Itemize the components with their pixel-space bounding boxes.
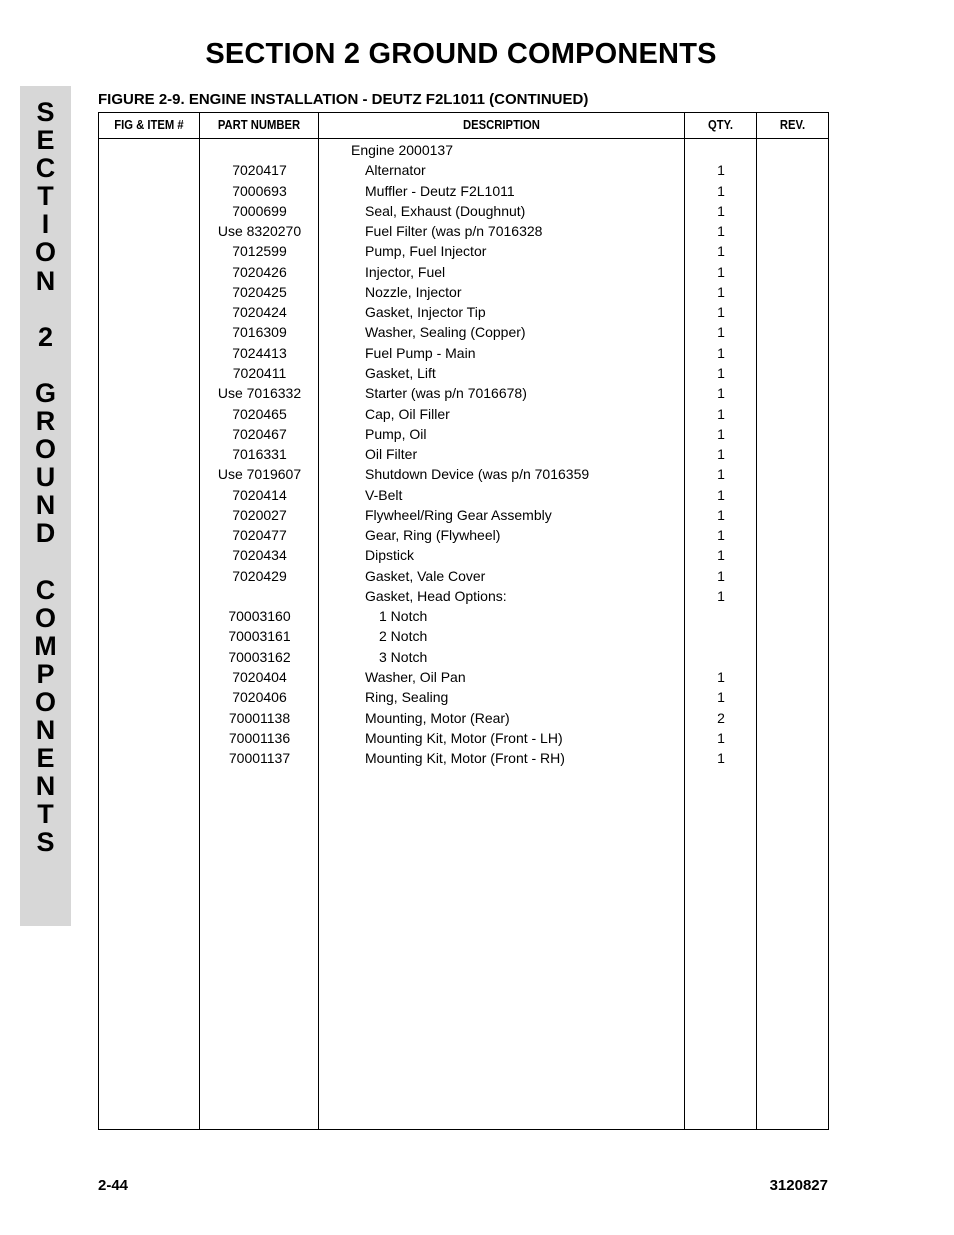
description-cell: Pump, Oil <box>365 425 427 442</box>
description-cell: Oil Filter <box>365 446 418 463</box>
side-tab-letter: N <box>35 265 56 296</box>
part-number-cell: 7016309 <box>232 324 287 341</box>
part-number-cell: 7020027 <box>232 506 287 523</box>
side-tab-letter: T <box>37 181 54 212</box>
qty-cell: 1 <box>717 587 725 604</box>
header-fig-item: FIG & ITEM # <box>114 118 184 132</box>
description-cell: Gasket, Injector Tip <box>365 304 486 321</box>
qty-cell: 1 <box>717 243 725 260</box>
description-cell: Muffler - Deutz F2L1011 <box>365 182 515 199</box>
table-row <box>99 241 828 261</box>
table-row <box>99 201 828 221</box>
qty-cell: 1 <box>717 223 725 240</box>
side-tab-letter: M <box>34 630 57 661</box>
qty-cell: 1 <box>717 263 725 280</box>
table-row <box>99 626 828 646</box>
part-number-cell: 70003160 <box>228 608 291 625</box>
side-tab-letter: N <box>35 771 56 802</box>
qty-cell: 1 <box>717 506 725 523</box>
header-divider <box>99 138 828 139</box>
description-cell: Fuel Filter (was p/n 7016328 <box>365 223 543 240</box>
table-row <box>99 221 828 241</box>
table-row <box>99 667 828 687</box>
header-rev: REV. <box>779 118 806 132</box>
part-number-cell: 7020406 <box>232 689 287 706</box>
part-number-cell: 7020426 <box>232 263 287 280</box>
table-row <box>99 282 828 302</box>
part-number-cell: 7024413 <box>232 344 287 361</box>
description-cell: 1 Notch <box>379 608 428 625</box>
header-description: DESCRIPTION <box>463 118 540 132</box>
qty-cell: 1 <box>717 446 725 463</box>
qty-cell: 1 <box>717 385 725 402</box>
document-number: 3120827 <box>769 1177 828 1194</box>
qty-cell: 1 <box>717 669 725 686</box>
side-tab-letter: D <box>35 518 56 549</box>
side-tab-letter: E <box>36 743 55 774</box>
table-row <box>99 728 828 748</box>
description-cell: Nozzle, Injector <box>365 283 462 300</box>
qty-cell: 1 <box>717 162 725 179</box>
table-row <box>99 647 828 667</box>
qty-cell: 1 <box>717 324 725 341</box>
description-cell: Dipstick <box>365 547 415 564</box>
table-row <box>99 545 828 565</box>
description-cell: Washer, Oil Pan <box>365 669 466 686</box>
table-row <box>99 302 828 322</box>
side-tab-letter: E <box>36 125 55 156</box>
table-row <box>99 343 828 363</box>
qty-cell: 1 <box>717 547 725 564</box>
side-tab-letter: O <box>34 602 56 633</box>
description-cell: Mounting Kit, Motor (Front - LH) <box>365 729 563 746</box>
part-number-cell: 7012599 <box>232 243 287 260</box>
table-row <box>99 140 828 160</box>
part-number-cell: 7000699 <box>232 202 287 219</box>
description-cell: Pump, Fuel Injector <box>365 243 487 260</box>
side-tab-letter: C <box>35 574 56 605</box>
qty-cell: 1 <box>717 405 725 422</box>
part-number-cell: 7020425 <box>232 283 287 300</box>
table-row <box>99 363 828 383</box>
side-tab-letter: S <box>36 827 55 858</box>
figure-title: FIGURE 2-9. ENGINE INSTALLATION - DEUTZ F2L1011 (CONTINUED) <box>98 91 589 108</box>
description-cell: Fuel Pump - Main <box>365 344 476 361</box>
table-row <box>99 748 828 768</box>
qty-cell: 1 <box>717 527 725 544</box>
description-cell: Gasket, Head Options: <box>365 587 507 604</box>
part-number-cell: 7020414 <box>232 486 287 503</box>
qty-cell: 1 <box>717 304 725 321</box>
side-tab-letter: P <box>36 658 55 689</box>
qty-cell: 1 <box>717 750 725 767</box>
side-tab-letter: O <box>34 237 56 268</box>
parts-table <box>98 112 829 1130</box>
description-cell: 2 Notch <box>379 628 428 645</box>
part-number-cell: 7020404 <box>232 669 287 686</box>
table-row <box>99 525 828 545</box>
description-cell: V-Belt <box>365 486 403 503</box>
part-number-cell: 7020417 <box>232 162 287 179</box>
description-cell: Seal, Exhaust (Doughnut) <box>365 202 526 219</box>
qty-cell: 1 <box>717 283 725 300</box>
side-tab-letter: O <box>34 686 56 717</box>
table-row <box>99 160 828 180</box>
part-number-cell: 7020429 <box>232 567 287 584</box>
side-tab-letter: U <box>35 462 56 493</box>
qty-cell: 1 <box>717 567 725 584</box>
part-number-cell: 7016331 <box>232 446 287 463</box>
description-cell: Ring, Sealing <box>365 689 449 706</box>
part-number-cell: 7020477 <box>232 527 287 544</box>
table-row <box>99 424 828 444</box>
side-tab-letter: R <box>35 406 56 437</box>
description-cell: Cap, Oil Filler <box>365 405 450 422</box>
part-number-cell: 7000693 <box>232 182 287 199</box>
description-cell: Gasket, Lift <box>365 364 436 381</box>
description-cell: Flywheel/Ring Gear Assembly <box>365 506 552 523</box>
description-cell: Shutdown Device (was p/n 7016359 <box>365 466 590 483</box>
part-number-cell: 7020424 <box>232 304 287 321</box>
page-number: 2-44 <box>98 1177 129 1194</box>
side-tab-letters <box>20 98 71 857</box>
header-qty: QTY. <box>707 118 734 132</box>
table-row <box>99 262 828 282</box>
qty-cell: 1 <box>717 344 725 361</box>
table-row <box>99 505 828 525</box>
qty-cell: 1 <box>717 466 725 483</box>
part-number-cell: 7020411 <box>232 364 287 381</box>
qty-cell: 2 <box>717 709 725 726</box>
side-tab-letter: O <box>34 434 56 465</box>
table-row <box>99 566 828 586</box>
qty-cell: 1 <box>717 364 725 381</box>
description-cell: Gear, Ring (Flywheel) <box>365 527 501 544</box>
description-cell: Engine 2000137 <box>351 142 453 158</box>
side-tab-letter: G <box>34 377 56 408</box>
side-tab-letter: T <box>37 799 54 830</box>
part-number-cell: 70003162 <box>228 648 291 665</box>
side-tab-letter: I <box>41 209 50 240</box>
side-tab-letter: N <box>35 490 56 521</box>
qty-cell: 1 <box>717 182 725 199</box>
table-row <box>99 708 828 728</box>
table-row <box>99 404 828 424</box>
table-row <box>99 485 828 505</box>
qty-cell: 1 <box>717 486 725 503</box>
qty-cell: 1 <box>717 425 725 442</box>
description-cell: 3 Notch <box>379 648 428 665</box>
part-number-cell: Use 7016332 <box>217 385 302 402</box>
description-cell: Mounting Kit, Motor (Front - RH) <box>365 750 565 767</box>
table-row <box>99 606 828 626</box>
table-row <box>99 586 828 606</box>
side-tab-letter: 2 <box>37 321 54 352</box>
part-number-cell: Use 7019607 <box>217 466 302 483</box>
side-tab <box>20 86 71 926</box>
part-number-cell: 7020465 <box>232 405 287 422</box>
side-tab-letter: C <box>35 153 56 184</box>
table-row <box>99 687 828 707</box>
qty-cell: 1 <box>717 729 725 746</box>
part-number-cell: 7020434 <box>232 547 287 564</box>
part-number-cell: 7020467 <box>232 425 287 442</box>
description-cell: Washer, Sealing (Copper) <box>365 324 526 341</box>
section-title: SECTION 2 GROUND COMPONENTS <box>205 38 717 70</box>
table-row <box>99 464 828 484</box>
description-cell: Starter (was p/n 7016678) <box>365 385 527 402</box>
qty-cell: 1 <box>717 202 725 219</box>
description-cell: Gasket, Vale Cover <box>365 567 486 584</box>
side-tab-letter: N <box>35 715 56 746</box>
part-number-cell: Use 8320270 <box>217 223 302 240</box>
qty-cell: 1 <box>717 689 725 706</box>
description-cell: Alternator <box>365 162 426 179</box>
table-row <box>99 322 828 342</box>
part-number-cell: 70001136 <box>228 729 291 746</box>
table-row <box>99 383 828 403</box>
header-part-number: PART NUMBER <box>217 118 301 132</box>
part-number-cell: 70001138 <box>228 709 291 726</box>
table-row <box>99 181 828 201</box>
part-number-cell: 70003161 <box>228 628 291 645</box>
description-cell: Injector, Fuel <box>365 263 446 280</box>
side-tab-letter: S <box>36 97 55 127</box>
table-row <box>99 444 828 464</box>
part-number-cell: 70001137 <box>228 750 291 767</box>
description-cell: Mounting, Motor (Rear) <box>365 709 510 726</box>
